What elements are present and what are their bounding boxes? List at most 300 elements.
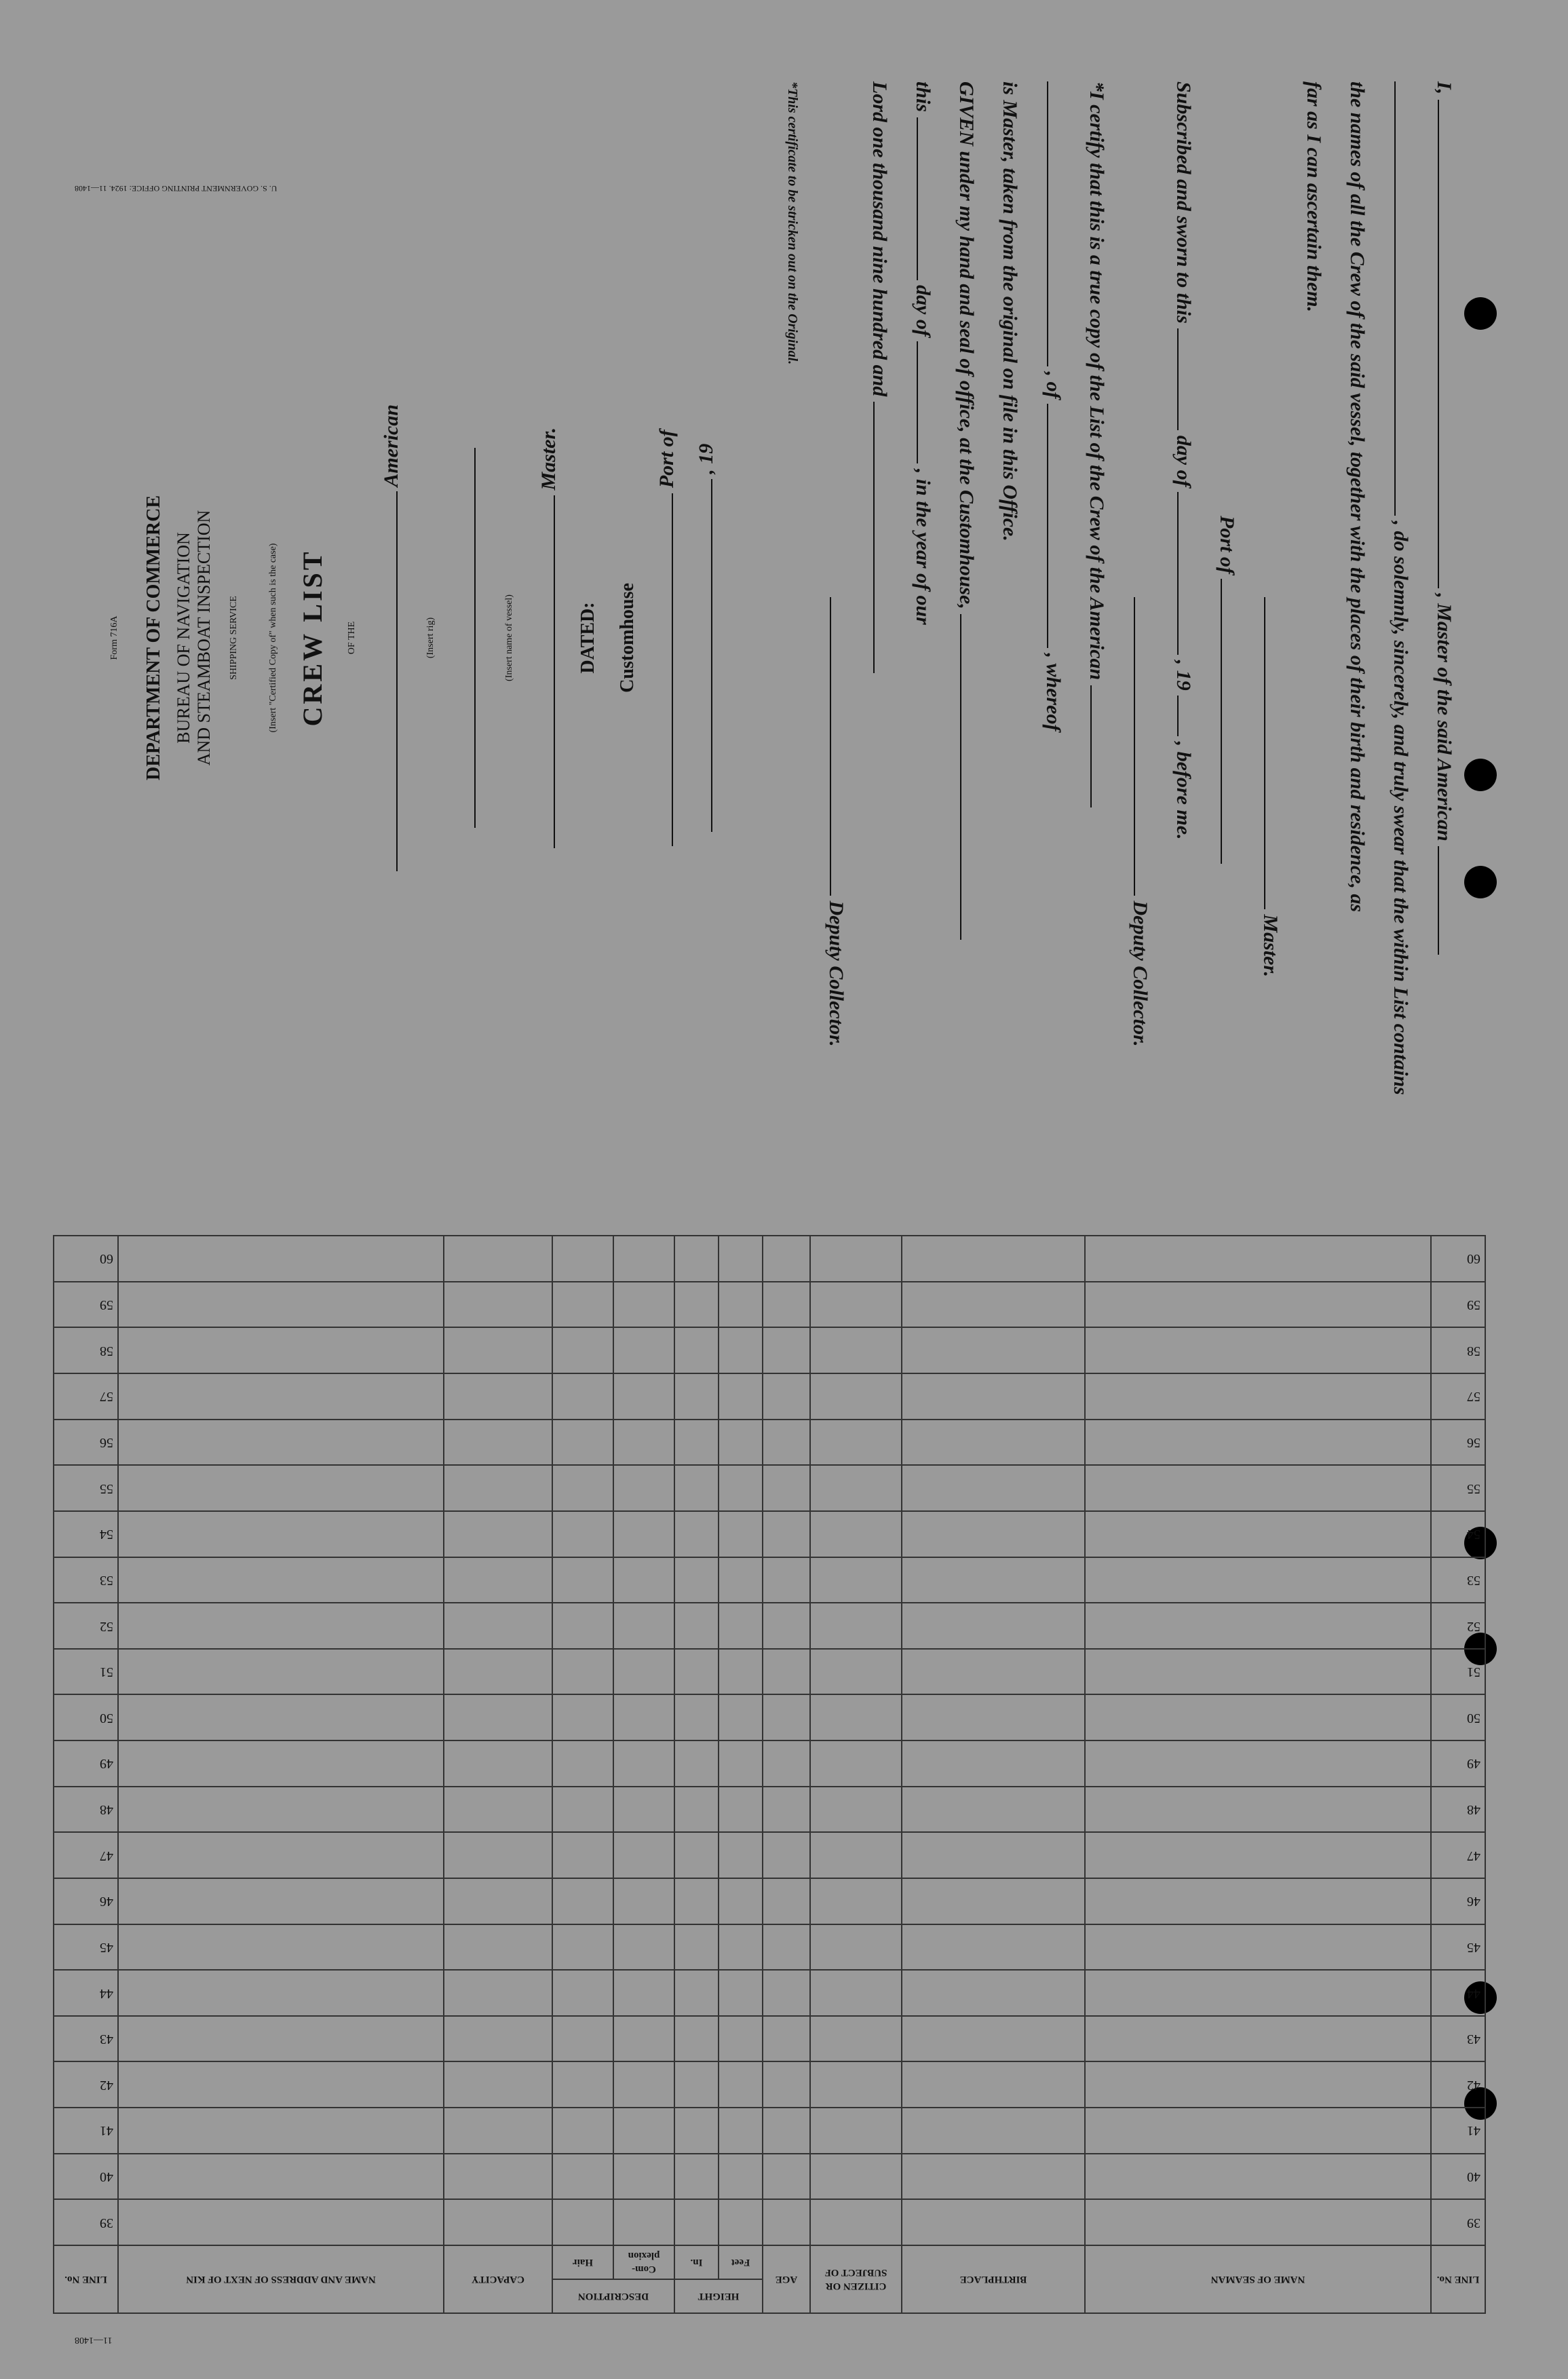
table-cell[interactable] — [552, 1282, 613, 1328]
table-cell[interactable] — [552, 2016, 613, 2062]
table-cell[interactable] — [444, 1557, 552, 1603]
table-cell[interactable] — [552, 1557, 613, 1603]
this-label: this — [912, 81, 934, 113]
table-cell[interactable] — [118, 1420, 444, 1466]
table-cell[interactable] — [674, 1924, 719, 1971]
table-cell[interactable] — [719, 1787, 763, 1833]
table-cell[interactable] — [719, 1740, 763, 1787]
header-birthplace: BIRTHPLACE — [902, 2245, 1085, 2313]
table-cell[interactable] — [810, 1282, 902, 1328]
table-cell[interactable] — [1085, 2062, 1431, 2108]
table-cell[interactable] — [674, 1373, 719, 1420]
table-cell[interactable] — [719, 1282, 763, 1328]
line-number-right: 60 — [54, 1236, 118, 1282]
table-cell[interactable] — [719, 1465, 763, 1511]
master-cover-blank[interactable] — [537, 495, 555, 848]
table-cell[interactable] — [1085, 1695, 1431, 1741]
line-number-right: 52 — [54, 1603, 118, 1649]
header-feet: Feet — [719, 2245, 763, 2279]
table-cell[interactable] — [613, 1511, 674, 1557]
line-number-right: 56 — [54, 1420, 118, 1466]
line-number: 42 — [1431, 2062, 1485, 2108]
table-row — [54, 1465, 1485, 1511]
table-cell[interactable] — [674, 1787, 719, 1833]
table-cell[interactable] — [902, 2108, 1085, 2154]
table-cell[interactable] — [1085, 1282, 1431, 1328]
table-cell[interactable] — [763, 1695, 810, 1741]
table-cell[interactable] — [613, 2154, 674, 2200]
date-cover-blank[interactable] — [695, 479, 712, 832]
table-cell[interactable] — [810, 1328, 902, 1374]
shipping-service: SHIPPING SERVICE — [229, 596, 239, 680]
table-cell[interactable] — [118, 1740, 444, 1787]
table-cell[interactable] — [674, 2154, 719, 2200]
table-row — [54, 1557, 1485, 1603]
table-cell[interactable] — [613, 1878, 674, 1924]
certify-line — [1075, 81, 1118, 1140]
table-cell[interactable] — [118, 1511, 444, 1557]
table-cell[interactable] — [810, 1373, 902, 1420]
header-height: HEIGHT — [674, 2279, 763, 2313]
table-cell[interactable] — [763, 2108, 810, 2154]
table-cell[interactable] — [118, 1465, 444, 1511]
table-cell[interactable] — [613, 1557, 674, 1603]
table-cell[interactable] — [118, 1924, 444, 1971]
table-cell[interactable] — [763, 2199, 810, 2245]
table-cell[interactable] — [810, 2016, 902, 2062]
table-cell[interactable] — [810, 1970, 902, 2016]
table-cell[interactable] — [810, 1695, 902, 1741]
year-blank[interactable] — [1177, 696, 1196, 736]
table-cell[interactable] — [763, 1649, 810, 1695]
table-cell[interactable] — [118, 2016, 444, 2062]
table-cell[interactable] — [444, 1970, 552, 2016]
customhouse-label: Customhouse — [617, 583, 638, 693]
table-cell[interactable] — [613, 1603, 674, 1649]
certify-vessel-blank[interactable] — [1090, 685, 1109, 807]
table-cell[interactable] — [810, 2199, 902, 2245]
table-cell[interactable] — [444, 1420, 552, 1466]
table-cell[interactable] — [613, 2016, 674, 2062]
table-cell[interactable] — [719, 2154, 763, 2200]
table-cell[interactable] — [552, 1465, 613, 1511]
table-cell[interactable] — [719, 2199, 763, 2245]
table-cell[interactable] — [902, 2154, 1085, 2200]
table-cell[interactable] — [118, 2154, 444, 2200]
table-cell[interactable] — [763, 1878, 810, 1924]
customhouse-blank[interactable] — [960, 614, 979, 940]
table-cell[interactable] — [552, 2199, 613, 2245]
table-cell[interactable] — [613, 1420, 674, 1466]
table-cell[interactable] — [810, 1649, 902, 1695]
table-row — [54, 1649, 1485, 1695]
table-cell[interactable] — [444, 1740, 552, 1787]
table-cell[interactable] — [902, 1557, 1085, 1603]
table-cell[interactable] — [719, 1695, 763, 1741]
table-cell[interactable] — [719, 1373, 763, 1420]
lord-text: Lord one thousand nine hundred and — [868, 81, 891, 397]
american-label: American — [380, 404, 402, 487]
table-cell[interactable] — [902, 1328, 1085, 1374]
table-cell[interactable] — [763, 1420, 810, 1466]
deputy-signature-blank[interactable] — [1134, 597, 1153, 896]
table-row — [54, 1740, 1485, 1787]
table-cell[interactable] — [902, 2016, 1085, 2062]
table-cell[interactable] — [902, 1465, 1085, 1511]
table-cell[interactable] — [118, 1970, 444, 2016]
table-cell[interactable] — [674, 1832, 719, 1878]
table-cell[interactable] — [674, 2062, 719, 2108]
table-cell[interactable] — [1085, 1420, 1431, 1466]
table-cell[interactable] — [613, 1695, 674, 1741]
table-cell[interactable] — [902, 1740, 1085, 1787]
table-cell[interactable] — [902, 1695, 1085, 1741]
table-cell[interactable] — [810, 1557, 902, 1603]
table-cell[interactable] — [613, 1970, 674, 2016]
oath-line-1 — [1422, 81, 1466, 1140]
table-cell[interactable] — [719, 1649, 763, 1695]
table-cell[interactable] — [118, 2199, 444, 2245]
table-cell[interactable] — [613, 1649, 674, 1695]
line-number: 41 — [1431, 2108, 1485, 2154]
table-cell[interactable] — [118, 1695, 444, 1741]
master-signature-blank[interactable] — [1264, 597, 1283, 909]
table-cell[interactable] — [613, 1924, 674, 1971]
table-cell[interactable] — [674, 2108, 719, 2154]
table-cell[interactable] — [552, 1511, 613, 1557]
table-cell[interactable] — [118, 2062, 444, 2108]
table-cell[interactable] — [763, 2016, 810, 2062]
table-cell[interactable] — [674, 1328, 719, 1374]
table-cell[interactable] — [719, 2062, 763, 2108]
table-cell[interactable] — [719, 1236, 763, 1282]
table-cell[interactable] — [902, 1420, 1085, 1466]
table-cell[interactable] — [1085, 1878, 1431, 1924]
table-cell[interactable] — [444, 1924, 552, 1971]
table-cell[interactable] — [552, 1236, 613, 1282]
table-cell[interactable] — [444, 1832, 552, 1878]
table-cell[interactable] — [763, 1511, 810, 1557]
oath-master-of: , Master of the said American — [1433, 593, 1455, 841]
table-cell[interactable] — [1085, 1970, 1431, 2016]
table-cell[interactable] — [444, 1236, 552, 1282]
table-cell[interactable] — [810, 2108, 902, 2154]
table-cell[interactable] — [763, 1465, 810, 1511]
of-blank-2[interactable] — [1047, 404, 1066, 648]
table-cell[interactable] — [719, 1924, 763, 1971]
table-cell[interactable] — [1085, 1236, 1431, 1282]
rig-blank[interactable] — [380, 491, 398, 871]
table-cell[interactable] — [674, 1603, 719, 1649]
table-cell[interactable] — [763, 2062, 810, 2108]
table-cell[interactable] — [613, 1787, 674, 1833]
deputy-signature-2-blank[interactable] — [830, 597, 849, 896]
table-cell[interactable] — [552, 1787, 613, 1833]
table-cell[interactable] — [552, 1924, 613, 1971]
master-name-blank[interactable] — [1438, 100, 1457, 588]
table-cell[interactable] — [674, 1557, 719, 1603]
this-blank[interactable] — [917, 117, 936, 280]
table-cell[interactable] — [810, 2062, 902, 2108]
header-line-no: LINE No. — [1431, 2245, 1485, 2313]
table-cell[interactable] — [810, 1740, 902, 1787]
table-cell[interactable] — [674, 1649, 719, 1695]
table-cell[interactable] — [552, 1373, 613, 1420]
line-number-right: 59 — [54, 1282, 118, 1328]
table-cell[interactable] — [1085, 1787, 1431, 1833]
table-cell[interactable] — [1085, 2199, 1431, 2245]
table-cell[interactable] — [552, 2154, 613, 2200]
table-cell[interactable] — [719, 1970, 763, 2016]
vessel-name-cover-blank[interactable] — [458, 448, 476, 828]
table-cell[interactable] — [763, 1282, 810, 1328]
table-cell[interactable] — [674, 1236, 719, 1282]
line-number-right: 58 — [54, 1328, 118, 1374]
table-cell[interactable] — [1085, 1328, 1431, 1374]
table-cell[interactable] — [613, 2199, 674, 2245]
table-cell[interactable] — [674, 2016, 719, 2062]
table-cell[interactable] — [118, 1878, 444, 1924]
of-the-label: OF THE — [347, 621, 357, 655]
table-cell[interactable] — [719, 1603, 763, 1649]
table-cell[interactable] — [444, 2016, 552, 2062]
table-cell[interactable] — [118, 1328, 444, 1374]
of-label: , of — [1042, 371, 1065, 399]
table-row — [54, 1603, 1485, 1649]
table-cell[interactable] — [444, 1511, 552, 1557]
line-number-right: 46 — [54, 1878, 118, 1924]
table-cell[interactable] — [719, 1328, 763, 1374]
table-cell[interactable] — [1085, 1373, 1431, 1420]
table-cell[interactable] — [674, 1511, 719, 1557]
table-row — [54, 2016, 1485, 2062]
table-cell[interactable] — [613, 1236, 674, 1282]
table-cell[interactable] — [719, 1832, 763, 1878]
table-cell[interactable] — [902, 1924, 1085, 1971]
table-cell[interactable] — [552, 1832, 613, 1878]
line-number-right: 39 — [54, 2199, 118, 2245]
table-cell[interactable] — [118, 1603, 444, 1649]
port-blank[interactable] — [1221, 579, 1240, 864]
table-cell[interactable] — [118, 1373, 444, 1420]
printing-office-imprint: U. S. GOVERNMENT PRINTING OFFICE: 1924. 11—1408 — [75, 184, 278, 193]
table-cell[interactable] — [810, 1878, 902, 1924]
month-blank[interactable] — [1177, 492, 1196, 655]
table-cell[interactable] — [613, 1832, 674, 1878]
header-description: DESCRIPTION — [552, 2279, 674, 2313]
oath-line-2 — [1379, 81, 1422, 1140]
table-cell[interactable] — [118, 1282, 444, 1328]
table-cell[interactable] — [552, 1420, 613, 1466]
oath-swear: , do solemnly, sincerely, and truly swear that the within List contains — [1390, 520, 1412, 1095]
line-number-right: 54 — [54, 1511, 118, 1557]
table-cell[interactable] — [719, 1420, 763, 1466]
deputy-line-2 — [814, 81, 858, 1140]
table-cell[interactable] — [613, 2108, 674, 2154]
vessel-name-blank[interactable] — [1394, 81, 1413, 516]
year-words-blank[interactable] — [873, 402, 892, 673]
table-cell[interactable] — [674, 1465, 719, 1511]
master-label: Master. — [1259, 914, 1282, 978]
table-cell[interactable] — [674, 1420, 719, 1466]
table-cell[interactable] — [674, 1695, 719, 1741]
table-cell[interactable] — [810, 1787, 902, 1833]
table-cell[interactable] — [444, 2154, 552, 2200]
table-cell[interactable] — [613, 1328, 674, 1374]
table-cell[interactable] — [763, 1832, 810, 1878]
table-cell[interactable] — [118, 1787, 444, 1833]
table-cell[interactable] — [1085, 1603, 1431, 1649]
table-cell[interactable] — [719, 1878, 763, 1924]
table-cell[interactable] — [763, 1970, 810, 2016]
table-cell[interactable] — [902, 1603, 1085, 1649]
department-title: DEPARTMENT OF COMMERCE — [143, 495, 164, 781]
table-cell[interactable] — [444, 1465, 552, 1511]
form-number: Form 716A — [109, 615, 119, 660]
table-cell[interactable] — [613, 1465, 674, 1511]
table-cell[interactable] — [719, 1557, 763, 1603]
table-cell[interactable] — [444, 1787, 552, 1833]
line-number: 40 — [1431, 2154, 1485, 2200]
table-cell[interactable] — [1085, 1557, 1431, 1603]
insert-name-note: (Insert name of vessel) — [504, 594, 514, 681]
line-number: 46 — [1431, 1878, 1485, 1924]
table-cell[interactable] — [810, 1832, 902, 1878]
table-cell[interactable] — [810, 2154, 902, 2200]
table-cell[interactable] — [613, 1282, 674, 1328]
table-cell[interactable] — [719, 1511, 763, 1557]
table-cell[interactable] — [444, 1649, 552, 1695]
table-cell[interactable] — [444, 1328, 552, 1374]
table-cell[interactable] — [674, 1282, 719, 1328]
table-cell[interactable] — [613, 1740, 674, 1787]
table-cell[interactable] — [763, 1603, 810, 1649]
table-cell[interactable] — [1085, 2108, 1431, 2154]
table-cell[interactable] — [444, 1878, 552, 1924]
table-cell[interactable] — [1085, 1740, 1431, 1787]
line-number: 53 — [1431, 1557, 1485, 1603]
table-cell[interactable] — [810, 1511, 902, 1557]
table-cell[interactable] — [552, 1649, 613, 1695]
table-cell[interactable] — [444, 1282, 552, 1328]
table-cell[interactable] — [444, 1603, 552, 1649]
table-cell[interactable] — [763, 1373, 810, 1420]
table-cell[interactable] — [118, 1236, 444, 1282]
table-cell[interactable] — [1085, 1832, 1431, 1878]
table-cell[interactable] — [1085, 1924, 1431, 1971]
table-cell[interactable] — [1085, 2154, 1431, 2200]
lord-line — [858, 81, 901, 1140]
table-row — [54, 2199, 1485, 2245]
table-cell[interactable] — [763, 1236, 810, 1282]
table-row — [54, 1420, 1485, 1466]
table-cell[interactable] — [902, 1649, 1085, 1695]
table-cell[interactable] — [552, 1878, 613, 1924]
table-cell[interactable] — [810, 1236, 902, 1282]
table-cell[interactable] — [552, 1970, 613, 2016]
table-row — [54, 1970, 1485, 2016]
line-number: 50 — [1431, 1695, 1485, 1741]
header-hair: Hair — [552, 2245, 613, 2279]
table-cell[interactable] — [810, 1420, 902, 1466]
table-cell[interactable] — [674, 1970, 719, 2016]
table-cell[interactable] — [763, 1557, 810, 1603]
table-cell[interactable] — [613, 2062, 674, 2108]
footnote: *This certificate to be stricken out on the Original. — [785, 81, 800, 365]
table-cell[interactable] — [902, 1787, 1085, 1833]
table-cell[interactable] — [552, 1603, 613, 1649]
table-cell[interactable] — [902, 1832, 1085, 1878]
port-cover-blank[interactable] — [655, 493, 673, 846]
table-cell[interactable] — [674, 2199, 719, 2245]
table-cell[interactable] — [763, 1787, 810, 1833]
table-cell[interactable] — [902, 2199, 1085, 2245]
table-cell[interactable] — [444, 1373, 552, 1420]
table-cell[interactable] — [902, 1970, 1085, 2016]
table-row — [54, 1373, 1485, 1420]
of-blank-1[interactable] — [1047, 81, 1066, 366]
table-cell[interactable] — [902, 1373, 1085, 1420]
table-cell[interactable] — [763, 1740, 810, 1787]
table-cell[interactable] — [719, 2016, 763, 2062]
line-number-right: 41 — [54, 2108, 118, 2154]
table-cell[interactable] — [1085, 1511, 1431, 1557]
table-cell[interactable] — [1085, 1465, 1431, 1511]
table-cell[interactable] — [810, 1924, 902, 1971]
table-cell[interactable] — [118, 1557, 444, 1603]
table-cell[interactable] — [552, 2062, 613, 2108]
header-name-of-seaman: NAME OF SEAMAN — [1085, 2245, 1431, 2313]
table-cell[interactable] — [810, 1465, 902, 1511]
table-cell[interactable] — [552, 2108, 613, 2154]
table-cell[interactable] — [810, 1603, 902, 1649]
table-cell[interactable] — [902, 1878, 1085, 1924]
table-cell[interactable] — [552, 1740, 613, 1787]
month-2-blank[interactable] — [917, 341, 936, 463]
table-cell[interactable] — [118, 2108, 444, 2154]
table-cell[interactable] — [552, 1328, 613, 1374]
table-cell[interactable] — [118, 1832, 444, 1878]
table-cell[interactable] — [763, 1328, 810, 1374]
table-cell[interactable] — [444, 2062, 552, 2108]
table-cell[interactable] — [902, 1236, 1085, 1282]
table-cell[interactable] — [719, 2108, 763, 2154]
line-number-right: 51 — [54, 1649, 118, 1695]
table-cell[interactable] — [674, 1878, 719, 1924]
table-cell[interactable] — [444, 2199, 552, 2245]
table-cell[interactable] — [674, 1740, 719, 1787]
table-cell[interactable] — [1085, 1649, 1431, 1695]
table-cell[interactable] — [118, 1649, 444, 1695]
table-cell[interactable] — [763, 2154, 810, 2200]
header-capacity: CAPACITY — [444, 2245, 552, 2313]
table-cell[interactable] — [613, 1373, 674, 1420]
deputy-collector-label: Deputy Collector. — [1129, 900, 1151, 1047]
port-line — [1205, 81, 1248, 1140]
table-cell[interactable] — [763, 1924, 810, 1971]
port-cover-label: Port of — [655, 430, 678, 489]
table-cell[interactable] — [902, 2062, 1085, 2108]
day-blank[interactable] — [1177, 328, 1196, 430]
line-number: 44 — [1431, 1970, 1485, 2016]
table-cell[interactable] — [552, 1695, 613, 1741]
table-cell[interactable] — [1085, 2016, 1431, 2062]
table-cell[interactable] — [902, 1282, 1085, 1328]
table-cell[interactable] — [902, 1511, 1085, 1557]
table-cell[interactable] — [444, 2108, 552, 2154]
vessel-blank[interactable] — [1438, 846, 1457, 955]
table-cell[interactable] — [444, 1695, 552, 1741]
